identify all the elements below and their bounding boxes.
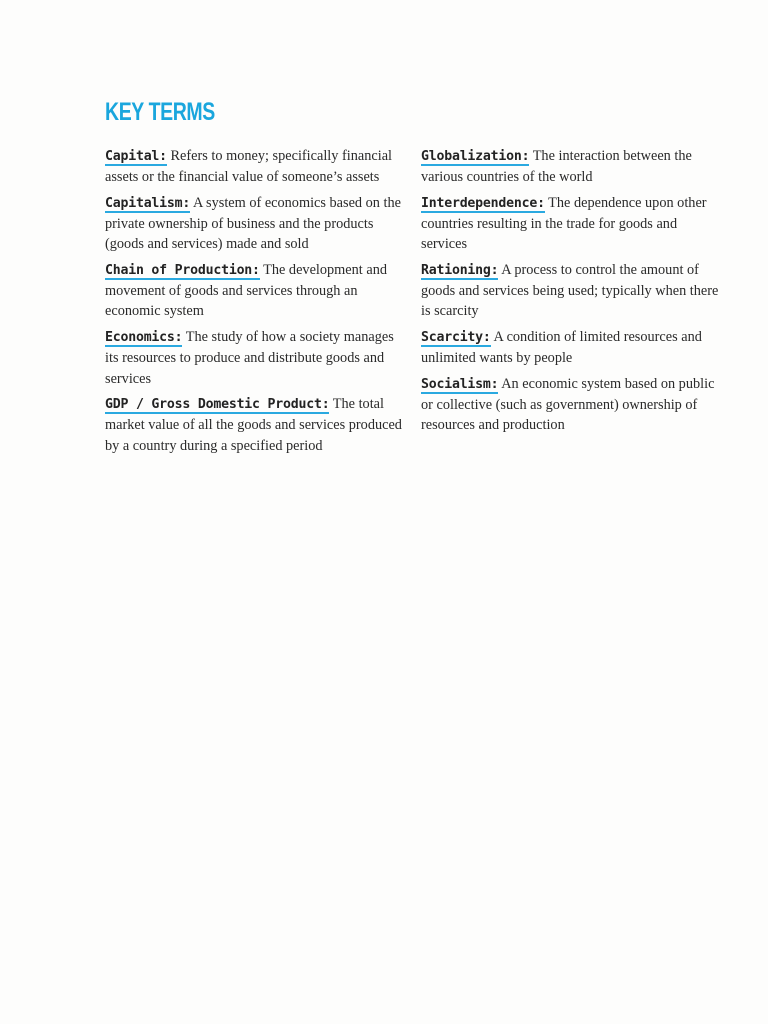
terms-left-column xyxy=(105,146,405,461)
term-label: Economics: xyxy=(105,330,183,346)
term-label: Capitalism: xyxy=(105,195,191,211)
term-entry-capital xyxy=(105,146,405,187)
term-label: GDP / Gross Domestic Product: xyxy=(105,397,330,413)
term-entry-economics xyxy=(105,327,405,389)
term-label: Chain of Production: xyxy=(105,263,260,279)
term-label: Globalization: xyxy=(421,149,530,164)
term-definition: The interaction between the various countries of the world xyxy=(421,148,692,186)
term-definition: The total market value of all the goods and services produced by a country during a specified period xyxy=(105,396,402,454)
page-title: KEY TERMS xyxy=(105,98,215,126)
term-entry-capitalism xyxy=(105,193,405,255)
term-label: Scarcity: xyxy=(421,330,491,346)
term-definition: The dependence upon other countries resulting in the trade for goods and services xyxy=(421,194,707,253)
term-definition: Refers to money; specifically financial assets or the financial value of someone’s assets xyxy=(105,148,393,186)
term-label: Socialism: xyxy=(421,377,499,393)
term-entry-gdp xyxy=(105,394,405,456)
term-label: Interdependence: xyxy=(421,195,545,211)
terms-right-column xyxy=(421,146,721,441)
term-entry-chain-of-production xyxy=(105,260,405,322)
term-definition: The study of how a society manages its resources to produce and distribute goods and services xyxy=(105,329,394,387)
term-entry-scarcity xyxy=(421,327,721,368)
term-label: Capital: xyxy=(105,149,167,164)
term-entry-interdependence xyxy=(421,193,721,255)
term-entry-socialism xyxy=(421,374,721,436)
term-definition: An economic system based on public or collective (such as government) ownership of resources and production xyxy=(421,376,715,434)
term-entry-globalization xyxy=(421,146,721,187)
term-label: Rationing: xyxy=(421,263,499,279)
term-entry-rationing xyxy=(421,260,721,322)
term-definition: The development and movement of goods and services through an economic system xyxy=(105,262,387,320)
term-definition: A process to control the amount of goods and services being used; typically when there is scarcity xyxy=(421,262,719,320)
term-definition: A condition of limited resources and unlimited wants by people xyxy=(421,329,702,367)
term-definition: A system of economics based on the private ownership of business and the products (goods and services) made and sold xyxy=(105,194,401,253)
